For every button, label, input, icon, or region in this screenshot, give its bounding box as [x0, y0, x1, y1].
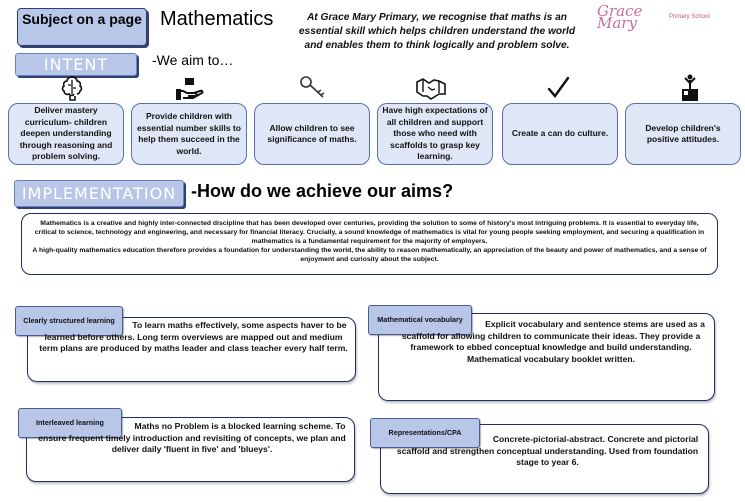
key-icon — [298, 74, 328, 102]
aim-heading: -We aim to… — [152, 52, 234, 68]
aim-card: Develop children's positive attitudes. — [625, 103, 741, 165]
brain-icon — [57, 74, 87, 102]
implementation-heading: -How do we achieve our aims? — [191, 181, 454, 201]
implementation-label: IMPLEMENTATION — [14, 180, 184, 207]
logo-school-text: Primary School — [669, 14, 710, 20]
handshake-icon — [416, 74, 446, 102]
page-title: Mathematics — [160, 8, 274, 30]
helping-hand-icon — [175, 74, 205, 102]
card-text: Concrete-pictorial-abstract. Concrete and pictorial scaffold and strengthen conceptual understanding. Used from foundation stage to year 6. — [396, 434, 699, 467]
podium-person-icon — [675, 74, 705, 102]
school-logo — [597, 2, 727, 33]
card-text: To learn maths effectively, some aspects haver to be learned before others. Long term overviews are mapped out and medium term plans are produced by maths leader and class teacher every half term. — [39, 320, 348, 353]
aim-card: Provide children with essential number skills to help them succeed in the world. — [131, 103, 247, 165]
card-tag: Interleaved learning — [18, 408, 122, 438]
intro-text-box — [21, 213, 718, 275]
intro-paragraph: Mathematics is a creative and highly inter-connected discipline that has been developed over centuries, providing the solution to some of history's most intriguing problems. It is essential to everyday life, critical to science, technology and engineering, and necessary for financial literacy. Crucially, a sound knowledge of mathematics is vital for young people seeking employment, and securing a qualification in mathematics is a fundamental requirement for the majority of employers. — [34, 220, 705, 245]
aim-card: Create a can do culture. — [502, 103, 618, 165]
subject-on-a-page-label: Subject on a page — [17, 8, 147, 46]
aim-card: Have high expectations of all children and support those who need with scaffolds to grasp key learning. — [377, 103, 493, 165]
card-tag: Representations/CPA — [370, 418, 480, 448]
intent-label: INTENT — [15, 53, 137, 76]
logo-wordmark: Grace Mary — [597, 2, 643, 32]
card-text: Explicit vocabulary and sentence stems are used as a scaffold for allowing children to communicate their ideas. They provide a framework to ebbed conceptual knowledge and build understanding. Mathematical vocabulary booklet written. — [401, 319, 705, 364]
aim-card: Deliver mastery curriculum- children deepen understanding through reasoning and problem solving. — [8, 103, 124, 165]
card-tag: Clearly structured learning — [15, 306, 123, 336]
checkmark-icon — [543, 74, 573, 102]
card-tag: Mathematical vocabulary — [368, 305, 472, 335]
aim-card: Allow children to see significance of maths. — [254, 103, 370, 165]
mission-statement: At Grace Mary Primary, we recognise that maths is an essential skill which helps children understand the world and enables them to think logically and problem solve. — [298, 12, 576, 51]
intro-paragraph: A high-quality mathematics education therefore provides a foundation for understanding the world, the ability to reason mathematically, an appreciation of the beauty and power of mathematics, and a sense of enjoyment and curiosity about the subject. — [32, 247, 707, 263]
card-text: Maths no Problem is a blocked learning scheme. To ensure frequent timely introduction and revisiting of concepts, we plan and deliver daily 'fluent in five' and 'blueys'. — [38, 421, 346, 454]
